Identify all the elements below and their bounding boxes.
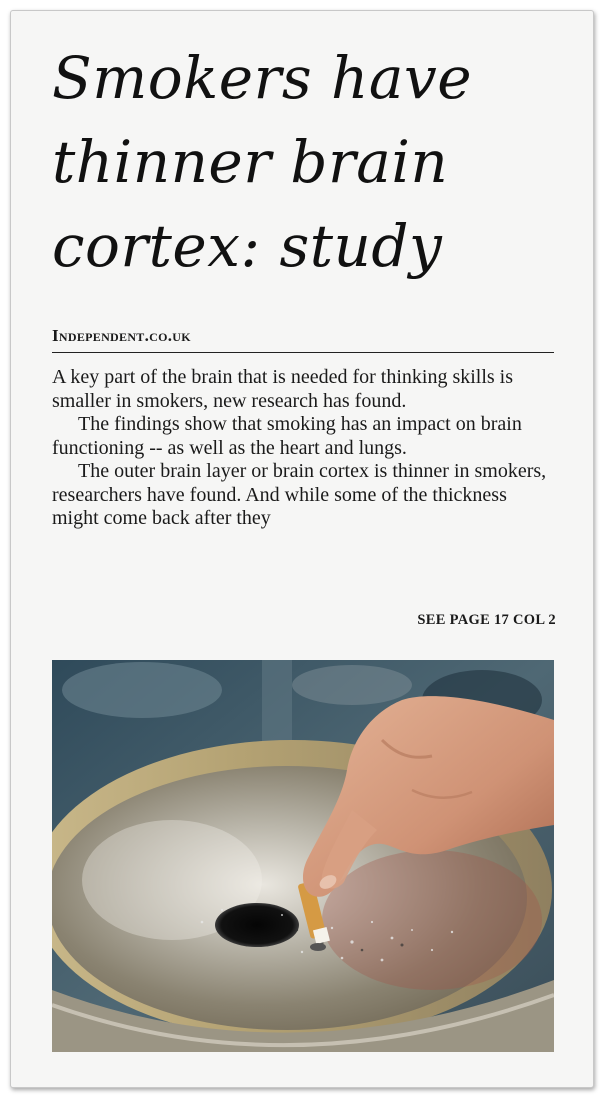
article-body bbox=[52, 366, 558, 531]
paragraph-3: The outer brain layer or brain cortex is thinner in smokers, researchers have found. And while some of the thickness might come back after they bbox=[52, 460, 547, 529]
article-photo bbox=[52, 660, 554, 1052]
continued-reference: SEE PAGE 17 COL 2 bbox=[417, 612, 556, 628]
headline-line-2: thinner brain bbox=[52, 128, 449, 196]
paragraph-1: A key part of the brain that is needed for thinking skills is smaller in smokers, new research has found. bbox=[52, 366, 514, 412]
source-credit: Independent.co.uk bbox=[52, 326, 191, 345]
paragraph-2: The findings show that smoking has an impact on brain functioning -- as well as the heart and lungs. bbox=[52, 413, 522, 459]
headline-line-1: Smokers have bbox=[52, 44, 473, 112]
headline-line-3: cortex: study bbox=[52, 212, 443, 280]
headline bbox=[52, 36, 572, 288]
divider bbox=[52, 352, 554, 353]
hand-stubbing-cigarette-in-ashtray-icon bbox=[52, 660, 554, 1052]
